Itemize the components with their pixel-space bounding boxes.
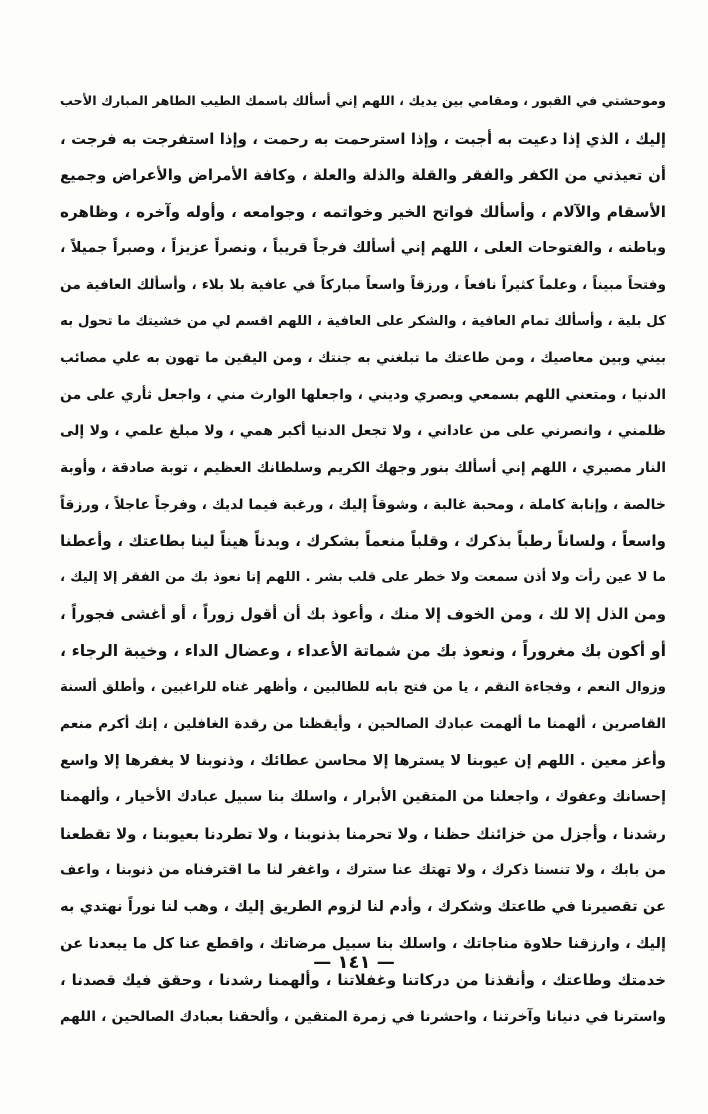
text-line: إليك ، وارزقنا حلاوة مناجاتك ، واسلك بنا سبيل مرضاتك ، واقطع عنا كل ما يبعدنا عن	[60, 934, 666, 952]
prayer-text-body	[60, 84, 666, 1035]
text-line: النار مصيري ، اللهم إني أسألك بنور وجهك الكريم وسلطانك العظيم ، توبة صادقة ، وأوبة	[60, 459, 666, 476]
text-line: بيني وبين معاصيك ، ومن طاعتك ما تبلغني به جنتك ، ومن اليقين ما تهون به علي مصائب	[60, 350, 666, 367]
text-line: وفتحاً مبيناً ، وعلماً كثيراً نافعاً ، ورزقاً واسعاً مباركاً في عافية بلا بلاء ، وأسألك العافية من	[60, 276, 666, 293]
text-line: ومن الذل إلا لك ، ومن الخوف إلا منك ، وأعوذ بك أن أقول زوراً ، أو أغشى فجوراً ،	[60, 605, 666, 624]
text-line: وموحشتي في القبور ، ومقامي بين يديك ، اللهم إني أسألك باسمك الطيب الطاهر المبارك الأحب	[60, 94, 666, 109]
text-line: أو أكون بك مغروراً ، ونعوذ بك من شماتة الأعداء ، وعضال الداء ، وخيبة الرجاء ،	[60, 640, 666, 660]
page-number: — ١٤١ —	[313, 952, 395, 973]
text-line: وباطنه ، والفتوحات العلى ، اللهم إني أسألك فرجاً قريباً ، ونصراً عزيزاً ، وصبراً جميلاً ،	[60, 240, 666, 257]
text-line: من بابك ، ولا تنسنا ذكرك ، ولا تهتك عنا سترك ، واغفر لنا ما اقترفناه من ذنوبنا ، واعف	[60, 862, 666, 879]
text-line: عن تقصيرنا في طاعتك وشكرك ، وأدم لنا لزوم الطريق إليك ، وهب لنا نوراً نهتدي به	[60, 898, 666, 916]
text-line: الأسقام والآلام ، وأسألك فواتح الخير وخواتمه ، وجوامعه ، وأوله وآخره ، وظاهره	[60, 202, 666, 221]
text-line: إحسانك وعفوك ، واجعلنا من المتقين الأبرار ، واسلك بنا سبيل عبادك الأخيار ، وألهمنا	[60, 789, 666, 806]
text-line: خدمتك وطاعتك ، وأنقذنا من دركاتنا وغفلاتنا ، وألهمنا رشدنا ، وحقق فيك قصدنا ،	[60, 971, 666, 990]
text-line: ظلمني ، وانصرني على من عاداني ، ولا تجعل الدنيا أكبر همي ، ولا مبلغ علمي ، ولا إلى	[60, 423, 666, 440]
text-line: رشدنا ، وأجزل من خزائنك حظنا ، ولا تحرمنا بذنوبنا ، ولا تطردنا بعيوبنا ، ولا تقطعنا	[60, 824, 666, 843]
text-line: أن تعيذني من الكفر والفقر والقلة والذلة والعلة ، وكافة الأمراض والأعراض وجميع	[60, 166, 666, 185]
text-line: إليك ، الذي إذا دعيت به أجبت ، وإذا استرحمت به رحمت ، وإذا استفرجت به فرجت ،	[60, 129, 666, 148]
text-line: القاصرين ، ألهمنا ما ألهمت عبادك الصالحين ، وأيقظنا من رقدة الغافلين ، إنك أكرم منعم	[60, 716, 666, 733]
text-line: وأعز معين . اللهم إن عيوبنا لا يسترها إلا محاسن عطائك ، وذنوبنا لا يغفرها إلا واسع	[60, 751, 666, 769]
text-line: كل بلية ، وأسألك تمام العافية ، والشكر على العافية ، اللهم اقسم لي من خشيتك ما تحول به	[60, 313, 666, 329]
text-line: وزوال النعم ، وفجاءة النقم ، يا من فتح بابه للطالبين ، وأظهر غناه للراغبين ، وأطلق ألسنة	[60, 679, 666, 695]
text-line: خالصة ، وإنابة كاملة ، ومحبة غالبة ، وشوقاً إليك ، ورغبة فيما لديك ، وفرجاً عاجلاً ، ورزقاً	[60, 496, 666, 513]
text-line: ما لا عين رأت ولا أذن سمعت ولا خطر على قلب بشر . اللهم إنا نعوذ بك من الفقر إلا إليك ،	[60, 569, 666, 585]
text-line: واسعاً ، ولساناً رطباً بذكرك ، وقلباً منعماً بشكرك ، وبدناً هيناً لينا بطاعتك ، وأعطنا	[60, 532, 666, 551]
text-line: واسترنا في دنيانا وآخرتنا ، واحشرنا في زمرة المتقين ، وألحقنا بعبادك الصالحين ، اللهم	[60, 1008, 666, 1025]
text-line: الدنيا ، ومتعني اللهم بسمعي وبصري وديني ، واجعلها الوارث مني ، واجعل ثأري على من	[60, 386, 666, 403]
